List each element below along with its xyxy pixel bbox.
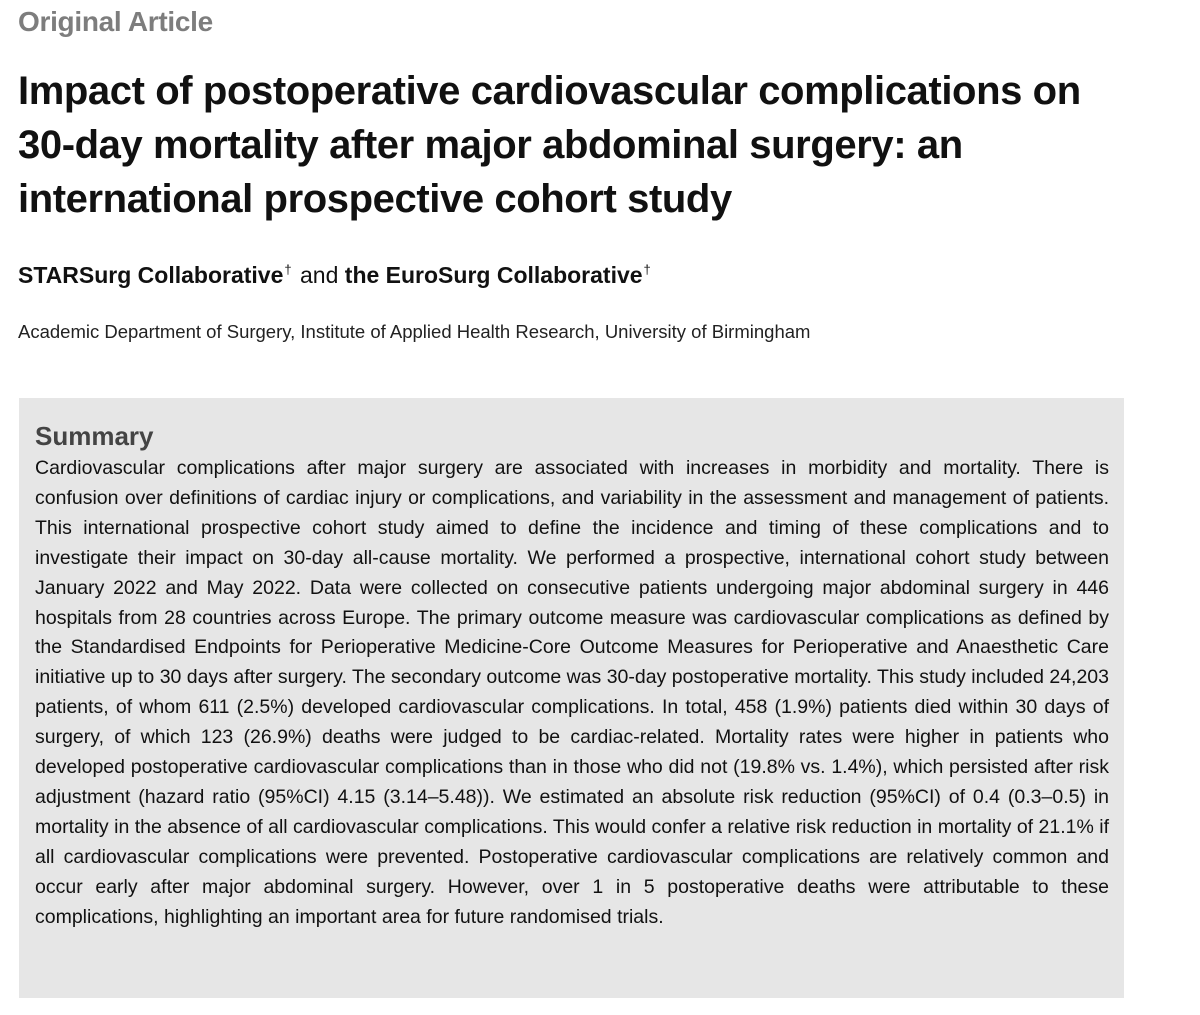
author-group-eurosurg[interactable]: the EuroSurg Collaborative (344, 262, 643, 288)
article-title: Impact of postoperative cardiovascular complications on 30-day mortality after major abdominal surgery: an international prospective cohort study (18, 69, 1081, 221)
article-type-label: Original Article (18, 6, 213, 37)
summary-box (19, 398, 1124, 998)
author-affiliation: Academic Department of Surgery, Institute of Applied Health Research, University of Birmingham (18, 321, 811, 342)
author-connector: and (300, 262, 339, 288)
summary-text: Cardiovascular complications after major surgery are associated with increases in morbidity and mortality. There is confusion over definitions of cardiac injury or complications, and variability in the assessment and management of patients. This international prospective cohort study aimed to define the incidence and timing of these complications and to investigate their impact on 30-day all-cause mortality. We performed a prospective, international cohort study between January 2022 and May 2022. Data were collected on consecutive patients undergoing major abdominal surgery in 446 hospitals from 28 countries across Europe. The primary outcome measure was cardiovascular complications as defined by the Standardised Endpoints for Perioperative Medicine-Core Outcome Measures for Perioperative and Anaesthetic Care initiative up to 30 days after surgery. The secondary outcome was 30-day postoperative mortality. This study included 24,203 patients, of whom 611 (2.5%) developed cardiovascular complications. In total, 458 (1.9%) patients died within 30 days of surgery, of which 123 (26.9%) deaths were judged to be cardiac-related. Mortality rates were higher in patients who developed postoperative cardiovascular complications than in those who did not (19.8% vs. 1.4%), which persisted after risk adjustment (hazard ratio (95%CI) 4.15 (3.14–5.48)). We estimated an absolute risk reduction (95%CI) of 0.4 (0.3–0.5) in mortality in the absence of all cardiovascular complications. This would confer a relative risk reduction in mortality of 21.1% if all cardiovascular complications were prevented. Postoperative cardiovascular complications are relatively common and occur early after major abdominal surgery. However, over 1 in 5 postoperative deaths were attributable to these complications, highlighting an important area for future randomised trials. (35, 457, 1109, 928)
summary-heading: Summary (35, 421, 154, 451)
author-footnote-mark: † (284, 262, 292, 277)
author-group-starsurg[interactable]: STARSurg Collaborative (18, 262, 284, 288)
author-footnote-mark: † (643, 262, 651, 277)
author-line (18, 262, 653, 289)
